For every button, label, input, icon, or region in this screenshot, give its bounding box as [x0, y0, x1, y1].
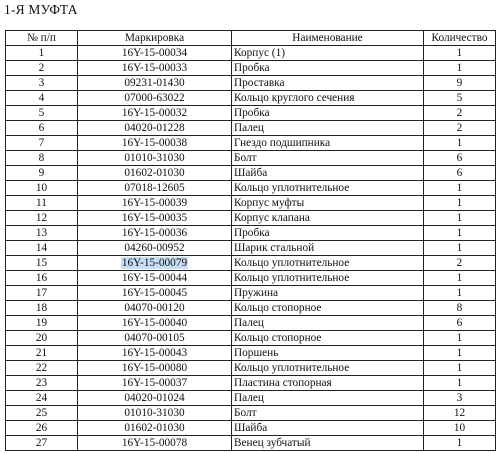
row-marking[interactable]: 16Y-15-00078	[121, 436, 188, 449]
row-quantity: 1	[424, 436, 496, 451]
row-number: 9	[6, 166, 78, 181]
row-name: Кольцо уплотнительное	[232, 256, 424, 271]
row-name: Кольцо круглого сечения	[232, 91, 424, 106]
row-quantity: 2	[424, 121, 496, 136]
row-number: 20	[6, 331, 78, 346]
table-row	[6, 136, 496, 151]
row-name: Болт	[232, 406, 424, 421]
row-marking-cell[interactable]	[78, 196, 232, 211]
row-number: 19	[6, 316, 78, 331]
row-marking-cell[interactable]	[78, 226, 232, 241]
row-marking-cell[interactable]	[78, 256, 232, 271]
row-marking-cell[interactable]	[78, 166, 232, 181]
row-name: Поршень	[232, 346, 424, 361]
row-name: Кольцо стопорное	[232, 331, 424, 346]
row-quantity: 6	[424, 151, 496, 166]
row-name: Венец зубчатый	[232, 436, 424, 451]
row-marking-cell[interactable]	[78, 46, 232, 61]
row-name: Гнездо подшипника	[232, 136, 424, 151]
header-quantity: Количество	[424, 31, 496, 46]
row-marking[interactable]: 16Y-15-00036	[121, 226, 188, 239]
row-marking[interactable]: 16Y-15-00037	[121, 376, 188, 389]
document-title: 1-Я МУФТА	[4, 2, 78, 17]
row-number: 5	[6, 106, 78, 121]
row-marking-cell[interactable]	[78, 76, 232, 91]
row-name: Палец	[232, 316, 424, 331]
row-quantity: 3	[424, 391, 496, 406]
row-marking-cell[interactable]	[78, 406, 232, 421]
row-number: 8	[6, 151, 78, 166]
row-quantity: 1	[424, 46, 496, 61]
row-number: 13	[6, 226, 78, 241]
row-marking[interactable]: 01010-31030	[124, 151, 185, 164]
row-marking[interactable]: 07000-63022	[124, 91, 185, 104]
row-marking-cell[interactable]	[78, 286, 232, 301]
row-marking-cell[interactable]	[78, 376, 232, 391]
table-row	[6, 181, 496, 196]
row-marking[interactable]: 16Y-15-00032	[121, 106, 188, 119]
row-name: Пробка	[232, 106, 424, 121]
row-name: Кольцо уплотнительное	[232, 181, 424, 196]
table-row	[6, 121, 496, 136]
row-marking-cell[interactable]	[78, 151, 232, 166]
table-row	[6, 196, 496, 211]
table-row	[6, 331, 496, 346]
row-number: 11	[6, 196, 78, 211]
row-marking-cell[interactable]	[78, 361, 232, 376]
row-quantity: 10	[424, 421, 496, 436]
row-quantity: 1	[424, 196, 496, 211]
row-number: 16	[6, 271, 78, 286]
row-marking-cell[interactable]	[78, 331, 232, 346]
row-quantity: 1	[424, 61, 496, 76]
table-row	[6, 286, 496, 301]
row-quantity: 1	[424, 241, 496, 256]
table-row	[6, 421, 496, 436]
row-name: Кольцо уплотнительное	[232, 271, 424, 286]
row-marking[interactable]: 16Y-15-00044	[121, 271, 188, 284]
row-name: Корпус клапана	[232, 211, 424, 226]
row-number: 12	[6, 211, 78, 226]
row-marking[interactable]: 04070-00105	[124, 331, 185, 344]
row-marking[interactable]: 16Y-15-00040	[121, 316, 188, 329]
header-row	[6, 31, 496, 46]
row-marking-cell[interactable]	[78, 436, 232, 451]
row-quantity: 6	[424, 166, 496, 181]
table-row	[6, 166, 496, 181]
row-name: Шайба	[232, 166, 424, 181]
row-marking-cell[interactable]	[78, 346, 232, 361]
table-row	[6, 406, 496, 421]
row-marking[interactable]: 16Y-15-00043	[121, 346, 188, 359]
row-marking-cell[interactable]	[78, 271, 232, 286]
row-number: 18	[6, 301, 78, 316]
row-number: 21	[6, 346, 78, 361]
row-marking[interactable]: 01602-01030	[124, 166, 185, 179]
row-quantity: 1	[424, 346, 496, 361]
row-quantity: 6	[424, 316, 496, 331]
row-marking[interactable]: 09231-01430	[124, 76, 185, 89]
row-number: 26	[6, 421, 78, 436]
row-marking-cell[interactable]	[78, 301, 232, 316]
row-marking-cell[interactable]	[78, 106, 232, 121]
row-name: Палец	[232, 121, 424, 136]
row-marking-cell[interactable]	[78, 181, 232, 196]
row-marking[interactable]: 16Y-15-00033	[121, 61, 188, 74]
row-marking[interactable]: 16Y-15-00045	[121, 286, 188, 299]
row-number: 14	[6, 241, 78, 256]
row-name: Корпус (1)	[232, 46, 424, 61]
row-quantity: 1	[424, 271, 496, 286]
row-marking-cell[interactable]	[78, 61, 232, 76]
row-marking-cell[interactable]	[78, 421, 232, 436]
row-number: 17	[6, 286, 78, 301]
header-marking: Маркировка	[78, 31, 232, 46]
row-marking[interactable]: 07018-12605	[124, 181, 185, 194]
row-quantity: 1	[424, 226, 496, 241]
table-row	[6, 391, 496, 406]
table-row	[6, 91, 496, 106]
table-row	[6, 436, 496, 451]
row-marking[interactable]: 04260-00952	[124, 241, 185, 254]
row-marking[interactable]: 16Y-15-00038	[121, 136, 188, 149]
row-quantity: 8	[424, 301, 496, 316]
table-row	[6, 256, 496, 271]
table-row	[6, 316, 496, 331]
row-marking-cell[interactable]	[78, 121, 232, 136]
row-name: Пробка	[232, 61, 424, 76]
row-name: Шарик стальной	[232, 241, 424, 256]
row-marking[interactable]: 04020-01228	[124, 121, 185, 134]
row-number: 1	[6, 46, 78, 61]
row-quantity: 5	[424, 91, 496, 106]
row-marking-cell[interactable]	[78, 316, 232, 331]
row-marking[interactable]: 01602-01030	[124, 421, 185, 434]
table-row	[6, 346, 496, 361]
row-quantity: 1	[424, 181, 496, 196]
row-number: 27	[6, 436, 78, 451]
table-row	[6, 301, 496, 316]
row-name: Шайба	[232, 421, 424, 436]
row-marking[interactable]: 16Y-15-00080	[121, 361, 188, 374]
row-number: 10	[6, 181, 78, 196]
selected-marking-text[interactable]: 16Y-15-00079	[121, 256, 188, 269]
row-number: 15	[6, 256, 78, 271]
row-marking-cell[interactable]	[78, 91, 232, 106]
table-row	[6, 241, 496, 256]
row-marking[interactable]: 16Y-15-00035	[121, 211, 188, 224]
row-quantity: 2	[424, 256, 496, 271]
row-quantity: 1	[424, 361, 496, 376]
table-row	[6, 361, 496, 376]
table-row	[6, 226, 496, 241]
row-name: Палец	[232, 391, 424, 406]
row-name: Пластина стопорная	[232, 376, 424, 391]
row-name: Проставка	[232, 76, 424, 91]
row-quantity: 2	[424, 106, 496, 121]
row-marking-cell[interactable]	[78, 211, 232, 226]
row-quantity: 1	[424, 331, 496, 346]
row-name: Кольцо уплотнительное	[232, 361, 424, 376]
row-quantity: 1	[424, 286, 496, 301]
row-marking[interactable]: 16Y-15-00039	[121, 196, 188, 209]
row-marking-cell[interactable]	[78, 391, 232, 406]
row-name: Корпус муфты	[232, 196, 424, 211]
row-name: Кольцо стопорное	[232, 301, 424, 316]
row-quantity: 1	[424, 136, 496, 151]
row-quantity: 9	[424, 76, 496, 91]
row-marking-cell[interactable]	[78, 241, 232, 256]
table-row	[6, 76, 496, 91]
row-marking[interactable]: 04070-00120	[124, 301, 185, 314]
table-row	[6, 376, 496, 391]
table-body	[6, 46, 496, 451]
row-name: Пружина	[232, 286, 424, 301]
row-marking[interactable]: 16Y-15-00034	[121, 46, 188, 59]
row-number: 3	[6, 76, 78, 91]
row-number: 24	[6, 391, 78, 406]
row-number: 7	[6, 136, 78, 151]
header-name: Наименование	[232, 31, 424, 46]
row-name: Болт	[232, 151, 424, 166]
table-row	[6, 151, 496, 166]
header-number: № п/п	[6, 31, 78, 46]
row-number: 2	[6, 61, 78, 76]
row-number: 23	[6, 376, 78, 391]
row-number: 6	[6, 121, 78, 136]
row-quantity: 12	[424, 406, 496, 421]
row-number: 25	[6, 406, 78, 421]
row-marking-cell[interactable]	[78, 136, 232, 151]
row-number: 4	[6, 91, 78, 106]
table-row	[6, 46, 496, 61]
table-row	[6, 211, 496, 226]
row-name: Пробка	[232, 226, 424, 241]
row-number: 22	[6, 361, 78, 376]
row-marking[interactable]: 04020-01024	[124, 391, 185, 404]
table-row	[6, 61, 496, 76]
table-row	[6, 271, 496, 286]
table-row	[6, 106, 496, 121]
row-quantity: 1	[424, 376, 496, 391]
row-marking[interactable]: 01010-31030	[124, 406, 185, 419]
row-quantity: 1	[424, 211, 496, 226]
parts-table	[5, 30, 496, 451]
